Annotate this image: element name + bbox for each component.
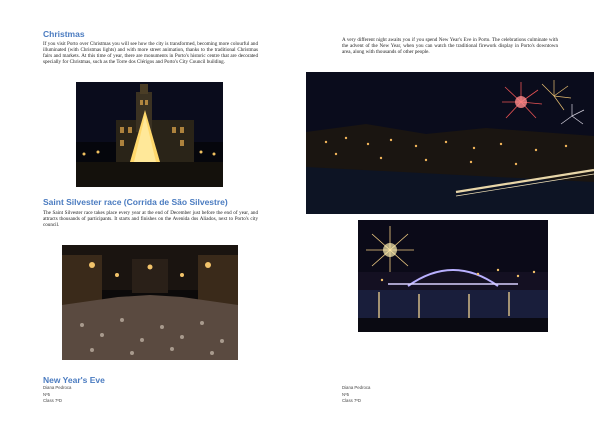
new-years-eve-paragraph: A very different night awaits you if you spend New Year's Eve in Porto. The celebrations culminate with the advent of the New Year, when you can watch the traditional firework display in Porto's downtown area, along with thousands of other people. — [342, 37, 558, 56]
footer-number: Nº5 — [43, 391, 51, 397]
silvester-paragraph: The Saint Silvester race takes place every year at the end of December just before the end of year, and attracts thousands of participants. It starts and finishes on the Avenida dos Aliados, next to Porto's city council. — [43, 210, 258, 229]
fireworks-city-photo — [306, 72, 594, 214]
footer-number: Nº5 — [342, 391, 350, 397]
footer-author: Diana Pedroca — [342, 385, 371, 390]
right-footer — [342, 385, 370, 405]
fireworks-bridge-photo — [358, 220, 548, 332]
footer-class: Class 7ºD — [43, 398, 63, 404]
new-years-eve-heading: New Year's Eve — [43, 375, 105, 385]
footer-author: Diana Pedroca — [43, 385, 72, 390]
christmas-tree-photo — [76, 82, 223, 187]
left-footer — [43, 385, 71, 405]
christmas-paragraph: If you visit Porto over Christmas you will see how the city is transformed, becoming more colourful and illuminated (with Christmas lights) and with more street animation, thanks to the traditional Christmas fairs and markets. At this time of year, there are monuments in Porto's historic centre that are decorated specially for Christmas, such as the Torre dos Clérigos and Porto's City Council building. — [43, 41, 258, 66]
silvester-race-photo — [62, 245, 238, 360]
silvester-heading: Saint Silvester race (Corrida de São Silvestre) — [43, 197, 228, 207]
footer-class: Class 7ºD — [342, 398, 362, 404]
christmas-heading: Christmas — [43, 29, 85, 39]
